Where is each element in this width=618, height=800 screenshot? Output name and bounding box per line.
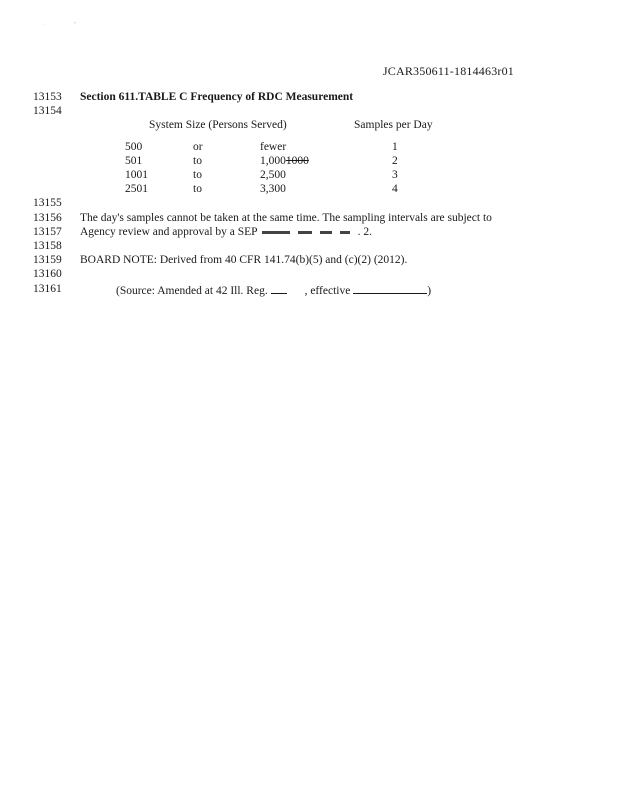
size-from: 501: [125, 155, 143, 167]
size-from: 500: [125, 141, 143, 153]
samples-per-day: 2: [392, 155, 398, 167]
line-number: 13161: [33, 283, 62, 295]
line-number: 13156: [33, 212, 62, 224]
paragraph-text: Agency review and approval by a SEP: [80, 226, 258, 238]
table-header-system-size: System Size (Persons Served): [149, 119, 287, 131]
blank-fill-line: [353, 283, 427, 294]
source-text: ): [427, 285, 432, 297]
source-note: [116, 283, 431, 297]
size-from: 2501: [125, 183, 148, 195]
paragraph-text: 2.: [363, 226, 372, 238]
board-note: BOARD NOTE: Derived from 40 CFR 141.74(b)(5) and (c)(2) (2012).: [80, 254, 408, 266]
size-separator: to: [193, 169, 202, 181]
size-separator: or: [193, 141, 203, 153]
size-to-cell: [260, 155, 309, 167]
line-number: 13158: [33, 240, 62, 252]
line-number: 13159: [33, 254, 62, 266]
size-to: 3,300: [260, 183, 286, 195]
size-separator: to: [193, 183, 202, 195]
speck: ·: [42, 22, 44, 28]
line-number: 13154: [33, 105, 62, 117]
source-text: , effective: [304, 285, 351, 297]
line-number: 13155: [33, 197, 62, 209]
samples-per-day: 4: [392, 183, 398, 195]
redaction-bar: [298, 231, 312, 234]
line-number: 13157: [33, 226, 62, 238]
paragraph-line: [80, 226, 372, 238]
table-header-samples: Samples per Day: [354, 119, 433, 131]
source-text: (Source: Amended at 42 Ill. Reg.: [116, 285, 268, 297]
speck: ": [73, 22, 76, 28]
deleted-text: 1000: [285, 155, 309, 167]
size-to: fewer: [260, 141, 287, 153]
size-to: 2,500: [260, 169, 286, 181]
size-separator: to: [193, 155, 202, 167]
size-to: 1,000: [260, 155, 286, 167]
line-number: 13160: [33, 268, 62, 280]
size-from: 1001: [125, 169, 148, 181]
scan-specks: [42, 22, 104, 28]
redaction-bar: [320, 231, 332, 234]
paragraph-line: The day's samples cannot be taken at the same time. The sampling intervals are subject to: [80, 212, 492, 224]
samples-per-day: 3: [392, 169, 398, 181]
samples-per-day: 1: [392, 141, 398, 153]
redaction-bar: [340, 231, 350, 234]
blank-fill-line: [271, 283, 287, 294]
redaction-bar: [262, 231, 290, 234]
paragraph-text: .: [357, 226, 361, 238]
document-id: JCAR350611-1814463r01: [382, 64, 514, 78]
section-heading: Section 611.TABLE C Frequency of RDC Measurement: [80, 91, 354, 103]
line-number: 13153: [33, 91, 62, 103]
redaction-marks: [262, 226, 358, 238]
